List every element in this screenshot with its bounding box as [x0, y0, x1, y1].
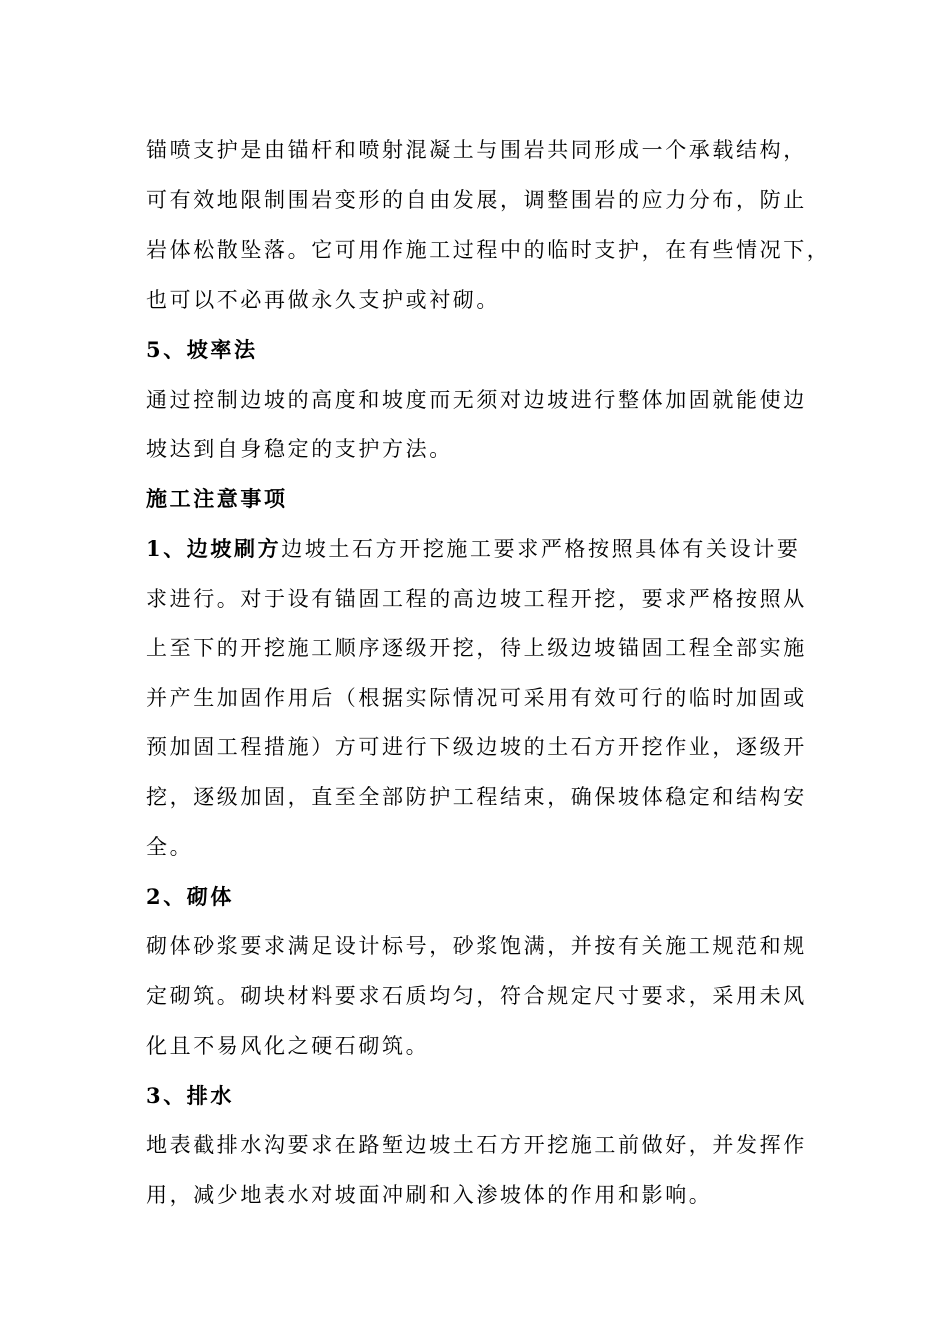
paragraph-line: 求进行。对于设有锚固工程的高边坡工程开挖，要求严格按照从: [146, 587, 807, 611]
paragraph-line: 定砌筑。砌块材料要求石质均匀，符合规定尺寸要求，采用未风: [146, 984, 807, 1008]
paragraph-line: 预加固工程措施）方可进行下级边坡的土石方开挖作业，逐级开: [146, 735, 807, 759]
paragraph-line: 可有效地限制围岩变形的自由发展，调整围岩的应力分布，防止: [146, 188, 807, 212]
section-heading: 3、排水: [146, 1083, 235, 1108]
item-heading: 1、边坡刷方: [146, 536, 282, 561]
paragraph-line: 化且不易风化之硬石砌筑。: [146, 1034, 430, 1058]
section-heading: 施工注意事项: [146, 486, 288, 511]
paragraph-line: 挖，逐级加固，直至全部防护工程结束，确保坡体稳定和结构安: [146, 785, 807, 809]
paragraph-line: [146, 529, 836, 569]
paragraph-line: 也可以不必再做永久支护或衬砌。: [146, 288, 500, 312]
paragraph-line: 砌体砂浆要求满足设计标号，砂浆饱满，并按有关施工规范和规: [146, 934, 807, 958]
paragraph-line: 坡达到自身稳定的支护方法。: [146, 437, 453, 461]
paragraph-line: 岩体松散坠落。它可用作施工过程中的临时支护，在有些情况下，: [146, 238, 831, 262]
paragraph-line: 用，减少地表水对坡面冲刷和入渗坡体的作用和影响。: [146, 1183, 713, 1207]
paragraph-line: 上至下的开挖施工顺序逐级开挖，待上级边坡锚固工程全部实施: [146, 636, 807, 660]
section-heading: 5、坡率法: [146, 337, 258, 362]
paragraph-line: 全。: [146, 835, 194, 859]
paragraph-line: 并产生加固作用后（根据实际情况可采用有效可行的临时加固或: [146, 686, 807, 710]
paragraph-line: 锚喷支护是由锚杆和喷射混凝土与围岩共同形成一个承载结构，: [146, 138, 807, 162]
paragraph-line: 通过控制边坡的高度和坡度而无须对边坡进行整体加固就能使边: [146, 388, 807, 412]
paragraph-line: 地表截排水沟要求在路堑边坡土石方开挖施工前做好，并发挥作: [146, 1133, 807, 1157]
section-heading: 2、砌体: [146, 884, 235, 909]
paragraph-text: 边坡土石方开挖施工要求严格按照具体有关设计要: [281, 537, 801, 561]
